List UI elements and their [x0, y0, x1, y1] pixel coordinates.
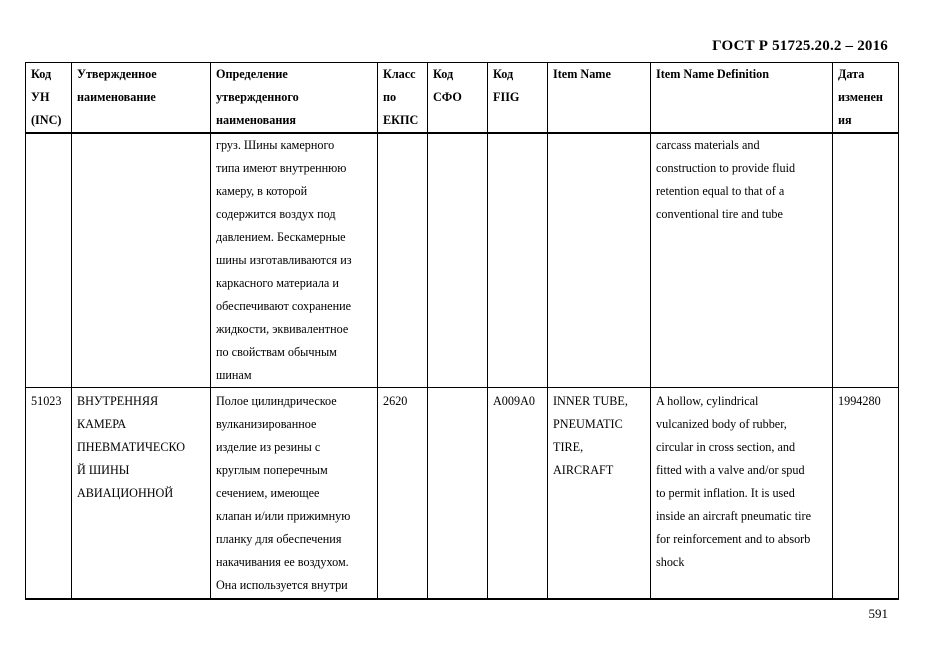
cell-text-line: Она используется внутри — [216, 578, 348, 592]
cell-text-line: TIRE, — [553, 440, 584, 454]
cell-definition-ru — [211, 133, 378, 388]
cell-text-line: клапан и/или прижимную — [216, 509, 351, 523]
cell-text-line: ВНУТРЕННЯЯ — [77, 394, 159, 408]
cell-text-line: for reinforcement and to absorb — [656, 532, 811, 546]
cell-text-line: 1994280 — [838, 394, 881, 408]
cell-text-line: carcass materials and — [656, 138, 760, 152]
table-row — [26, 388, 899, 600]
cell-text-line: шинам — [216, 368, 252, 382]
cell-text-line: PNEUMATIC — [553, 417, 623, 431]
cell-text-line: vulcanized body of rubber, — [656, 417, 787, 431]
cell-text-line: ПНЕВМАТИЧЕСКО — [77, 440, 186, 454]
cell-text-line: КАМЕРА — [77, 417, 127, 431]
header-fiig-code: Код FIIG — [488, 63, 548, 134]
cell-text-line: по свойствам обычным — [216, 345, 337, 359]
cell-text-line: fitted with a valve and/or spud — [656, 463, 805, 477]
cell-text-line: накачивания ее воздухом. — [216, 555, 349, 569]
cell-text-line: 2620 — [383, 394, 408, 408]
cell-text-line: retention equal to that of a — [656, 184, 785, 198]
cell-inc — [26, 133, 72, 388]
header-inc: Код УН (INC) — [26, 63, 72, 134]
nomenclature-table — [25, 62, 899, 600]
header-definition-ru: Определение утвержденного наименования — [211, 63, 378, 134]
cell-text-line: AIRCRAFT — [553, 463, 614, 477]
standard-designation: ГОСТ Р 51725.20.2 – 2016 — [712, 38, 888, 54]
cell-text-line: circular in cross section, and — [656, 440, 796, 454]
cell-sfo-code — [428, 133, 488, 388]
header-sfo-code: Код СФО — [428, 63, 488, 134]
cell-fiig-code — [488, 388, 548, 600]
cell-item-name — [548, 388, 651, 600]
cell-text-line: типа имеют внутреннюю — [216, 161, 347, 175]
cell-class — [378, 133, 428, 388]
cell-text-line: сечением, имеющее — [216, 486, 320, 500]
header-change-date: Дата изменен ия — [833, 63, 899, 134]
cell-text-line: INNER TUBE, — [553, 394, 628, 408]
cell-text-line: содержится воздух под — [216, 207, 336, 221]
cell-definition-ru — [211, 388, 378, 600]
cell-text-line: АВИАЦИОННОЙ — [77, 486, 174, 500]
cell-text-line: Полое цилиндрическое — [216, 394, 337, 408]
cell-item-name-definition — [651, 133, 833, 388]
page-number: 591 — [868, 606, 888, 621]
cell-text-line: shock — [656, 555, 685, 569]
cell-text-line: камеру, в которой — [216, 184, 308, 198]
cell-text-line: давлением. Бескамерные — [216, 230, 346, 244]
cell-text-line: жидкости, эквивалентное — [216, 322, 349, 336]
cell-approved-name — [72, 133, 211, 388]
cell-text-line: вулканизированное — [216, 417, 317, 431]
cell-text-line: груз. Шины камерного — [216, 138, 335, 152]
cell-text-line: conventional tire and tube — [656, 207, 783, 221]
table-row — [26, 133, 899, 388]
cell-text-line: каркасного материала и — [216, 276, 339, 290]
cell-text-line: изделие из резины с — [216, 440, 321, 454]
cell-text-line: A hollow, cylindrical — [656, 394, 759, 408]
cell-change-date — [833, 133, 899, 388]
cell-text-line: обеспечивают сохранение — [216, 299, 352, 313]
cell-text-line: to permit inflation. It is used — [656, 486, 795, 500]
cell-approved-name — [72, 388, 211, 600]
header-item-name: Item Name — [548, 63, 651, 134]
cell-text-line: планку для обеспечения — [216, 532, 342, 546]
cell-item-name — [548, 133, 651, 388]
header-class: Класс по ЕКПС — [378, 63, 428, 134]
cell-class — [378, 388, 428, 600]
cell-text-line: inside an aircraft pneumatic tire — [656, 509, 811, 523]
cell-text-line: Й ШИНЫ — [77, 463, 130, 477]
cell-text-line: construction to provide fluid — [656, 161, 796, 175]
cell-text-line: шины изготавливаются из — [216, 253, 352, 267]
cell-fiig-code — [488, 133, 548, 388]
cell-sfo-code — [428, 388, 488, 600]
header-item-name-definition: Item Name Definition — [651, 63, 833, 134]
cell-text-line: A009A0 — [493, 394, 535, 408]
cell-inc — [26, 388, 72, 600]
cell-text-line: круглым поперечным — [216, 463, 328, 477]
cell-change-date — [833, 388, 899, 600]
table-header-row — [26, 63, 899, 134]
cell-item-name-definition — [651, 388, 833, 600]
header-approved-name: Утвержденное наименование — [72, 63, 211, 134]
cell-text-line: 51023 — [31, 394, 62, 408]
